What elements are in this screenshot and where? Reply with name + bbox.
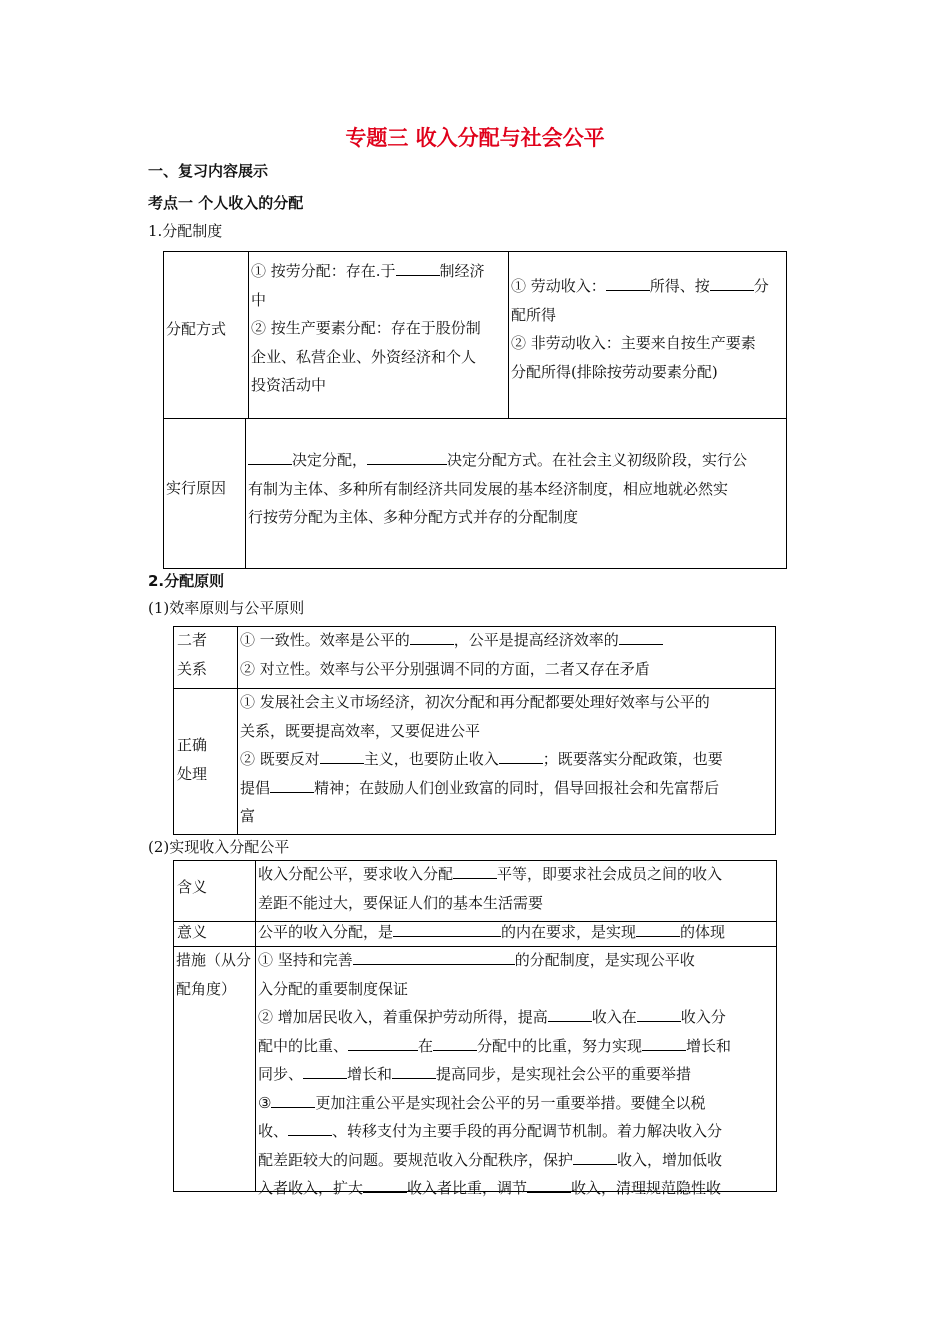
cell-reason-text: 决定分配， 决定分配方式。在社会主义初级阶段，实行公 有制为主体、多种所有制经济共同发展的基本经济制度，相应地就必然实 行按劳分配为主体、多种分配方式并存的分配制度 [248, 451, 748, 526]
subheading-distribution-system: 1.分配制度 [148, 222, 223, 240]
section-heading: 一、复习内容展示 [148, 162, 269, 180]
cell-meaning-text: 收入分配公平，要求收入分配 平等，即要求社会成员之间的收入 差距不能过大，要保证人们的基本生活需要 [258, 865, 723, 912]
row-label-meaning: 含义 [177, 878, 208, 896]
subheading-distribution-principle: 2.分配原则 [148, 572, 225, 590]
row-label-relationship: 二者 关系 [177, 631, 208, 678]
cell-distribution-method-right: ① 劳动收入： 所得、按 分 配所得 ② 非劳动收入：主要来自按生产要素 分配所得(排除按劳动要素分配) [511, 277, 769, 381]
row-label-significance: 意义 [177, 923, 208, 941]
row-label-reason: 实行原因 [166, 479, 227, 497]
cell-handling-text: ① 发展社会主义市场经济，初次分配和再分配都要处理好效率与公平的 关系，既要提高效率，又要促进公平 ② 既要反对 主义，也要防止收入 ；既要落实分配政策，也要 提倡 精神；在鼓励人们创业致富的同时，倡导回报社会和先富帮后 富 [240, 693, 723, 825]
row-label-measures: 措施（从分 配角度） [176, 951, 252, 998]
kaodian-heading: 考点一 个人收入的分配 [148, 194, 304, 212]
cell-relationship-text: ① 一致性。效率是公平的 ，公平是提高经济效率的 ② 对立性。效率与公平分别强调不同的方面，二者又存在矛盾 [240, 626, 774, 683]
row-label-handling: 正确 处理 [177, 736, 208, 783]
cell-significance-text: 公平的收入分配，是 的内在要求，是实现 的体现 [258, 923, 726, 941]
cell-measures-text: ① 坚持和完善 的分配制度，是实现公平收 入分配的重要制度保证 ② 增加居民收入，着重保护劳动所得，提高 收入在 收入分 配中的比重、 在 分配中的比重，努力实现 增长和 同步、 增长和 提高同步，是实现社会公平的重要举措 ③ 更加注重公平是实现社会公平的另一重要举措。要健全以税 收、 、转移支付为主要手段的再分配调节机制。着力解决收入分 配差距较大的问题。要规范收入分配秩序，保护 收入，增加低收 入者收入，扩大 收入者比重，调节 收入，清理规范隐性收 [258, 951, 732, 1197]
subheading-fair-distribution: (2)实现收入分配公平 [148, 838, 290, 856]
page-title: 专题三 收入分配与社会公平 [345, 126, 605, 150]
row-label-distribution-method: 分配方式 [166, 320, 227, 338]
subheading-efficiency-fairness: (1)效率原则与公平原则 [148, 599, 305, 617]
cell-distribution-method-mid: ① 按劳分配：存在.于 制经济 中 ② 按生产要素分配：存在于股份制 企业、私营企业、外资经济和个人 投资活动中 [251, 262, 485, 394]
